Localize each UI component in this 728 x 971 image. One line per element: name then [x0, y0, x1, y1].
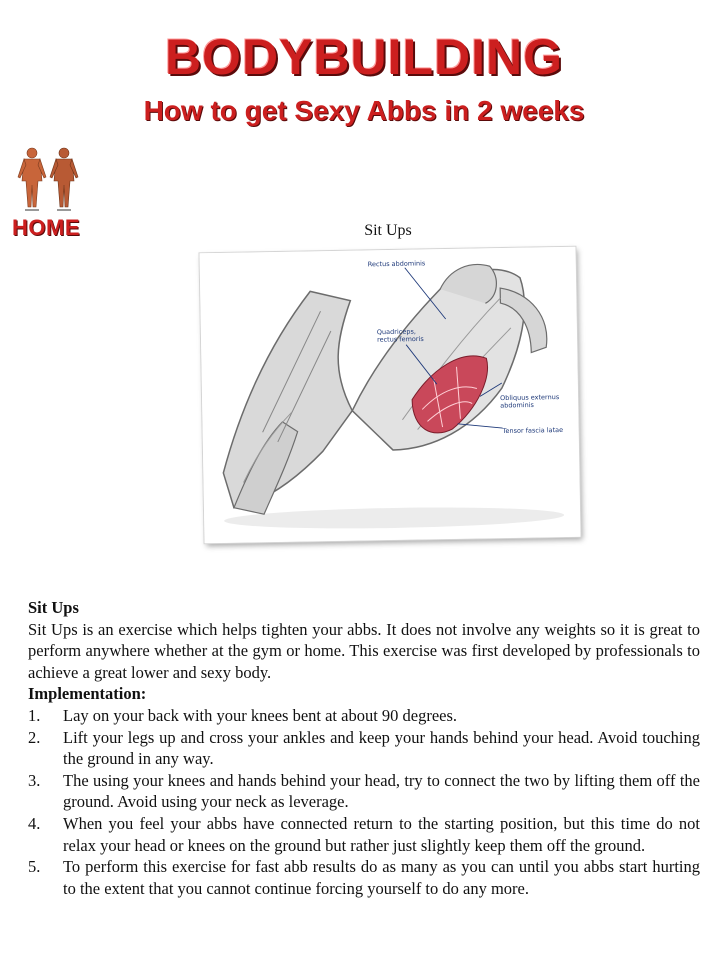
step-text: When you feel your abbs have connected return to the starting position, but this time do not relax your head or knees on the ground but rather just slightly keep them off the ground. [63, 813, 700, 855]
list-item [28, 770, 700, 813]
figure-caption: Sit Ups [364, 222, 412, 239]
step-text: To perform this exercise for fast abb results do as many as you can until you abbs start hurting to the extent that you cannot continue forcing yourself to do any more. [63, 857, 700, 898]
steps-list [28, 705, 700, 899]
article-body [28, 597, 700, 899]
home-link[interactable]: HOME [12, 215, 80, 240]
step-text: Lift your legs up and cross your ankles and keep your hands behind your head. Avoid touching the ground in any way. [63, 727, 700, 769]
anatomy-figures-icon[interactable] [12, 145, 84, 215]
list-item [28, 813, 700, 856]
step-number: 3. [28, 770, 41, 790]
step-number: 5. [28, 857, 41, 877]
label-rectus-abdominis: Rectus abdominis [367, 259, 426, 269]
article-title: Sit Ups [28, 598, 79, 617]
situp-anatomy-illustration [199, 247, 580, 544]
list-item [28, 856, 700, 899]
step-text: The using your knees and hands behind your head, try to connect the two by lifting them off the ground. Avoid using your neck as leverage. [63, 770, 700, 812]
article-intro: Sit Ups is an exercise which helps tighten your abbs. It does not involve any weights so it is great to perform anywhere whether at the gym or home. This exercise was first developed by professionals to achieve a great lower and sexy body. [28, 619, 700, 682]
page-subtitle: How to get Sexy Abbs in 2 weeks [143, 95, 585, 126]
page-title: BODYBUILDING [164, 29, 564, 85]
list-item [28, 727, 700, 770]
situp-muscle-diagram [199, 247, 580, 544]
step-text: Lay on your back with your knees bent at about 90 degrees. [63, 705, 458, 725]
step-number: 1. [28, 705, 41, 725]
list-item [28, 705, 700, 727]
label-quadriceps: Quadriceps,rectus femoris [376, 327, 424, 344]
label-tensor: Tensor fascia latae [502, 425, 564, 436]
label-obliquus: Obliquus externusabdominis [500, 393, 560, 410]
step-number: 2. [28, 727, 41, 747]
step-number: 4. [28, 813, 41, 833]
implementation-heading: Implementation: [28, 684, 147, 704]
